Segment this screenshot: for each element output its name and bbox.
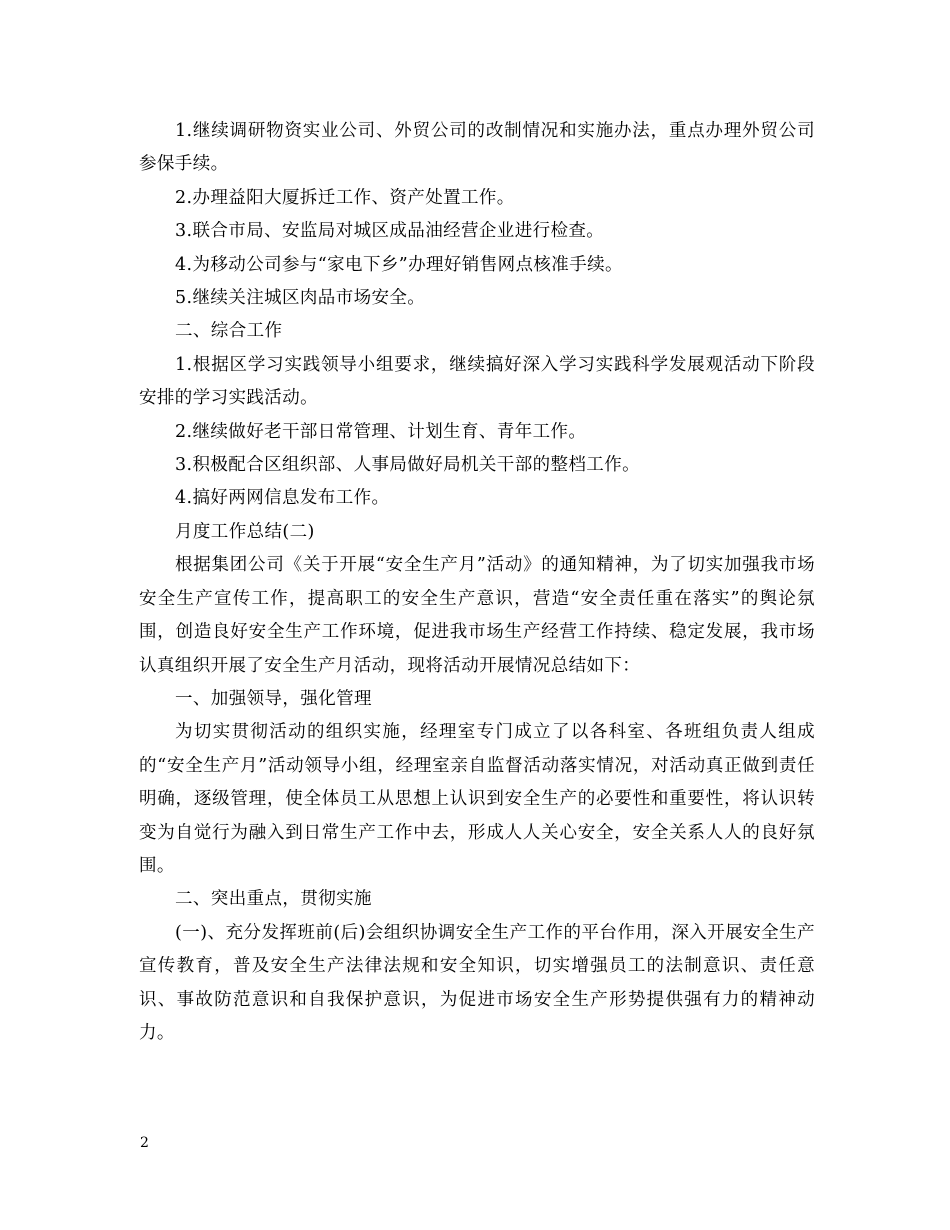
document-body [139,115,815,1050]
section-heading-leadership: 一、加强领导，强化管理 [175,688,372,709]
paragraph-item-1: 1.继续调研物资实业公司、外贸公司的改制情况和实施办法，重点办理外贸公司参保手续。 [139,121,815,175]
paragraph-item-3: 3.联合市局、安监局对城区成品油经营企业进行检查。 [175,221,605,242]
paragraph-item-1-study: 1.根据区学习实践领导小组要求，继续搞好深入学习实践科学发展观活动下阶段安排的学习实践活动。 [139,354,815,409]
section-heading-comprehensive-work: 二、综合工作 [175,321,283,342]
paragraph-item-2: 2.办理益阳大厦拆迁工作、资产处置工作。 [175,187,515,208]
intro-paragraph: 根据集团公司《关于开展“安全生产月”活动》的通知精神，为了切实加强我市场安全生产宣传工作，提高职工的安全生产意识，营造“安全责任重在落实”的舆论氛围，创造良好安全生产工作环境，促进我市场生产经营工作持续、稳定发展，我市场认真组织开展了安全生产月活动，现将活动开展情况总结如下： [139,555,815,676]
focus-paragraph: (一)、充分发挥班前(后)会组织协调安全生产工作的平台作用，深入开展安全生产宣传教育，普及安全生产法律法规和安全知识，切实增强员工的法制意识、责任意识、事故防范意识和自我保护意识，为促进市场安全生产形势提供强有力的精神动力。 [139,922,815,1043]
paragraph-item-5: 5.继续关注城区肉品市场安全。 [175,288,426,309]
page-number: 2 [140,1135,149,1151]
paragraph-item-4-info: 4.搞好两网信息发布工作。 [175,488,390,509]
summary-title: 月度工作总结(二) [175,521,315,542]
paragraph-item-2-cadres: 2.继续做好老干部日常管理、计划生育、青年工作。 [175,421,587,442]
paragraph-item-4: 4.为移动公司参与“家电下乡”办理好销售网点核准手续。 [175,254,623,275]
leadership-paragraph: 为切实贯彻活动的组织实施，经理室专门成立了以各科室、各班组负责人组成的“安全生产月”活动领导小组，经理室亲自监督活动落实情况，对活动真正做到责任明确，逐级管理，使全体员工从思想上认识到安全生产的必要性和重要性，将认识转变为自觉行为融入到日常生产工作中去，形成人人关心安全，安全关系人人的良好氛围。 [139,722,815,876]
section-heading-focus: 二、突出重点，贯彻实施 [175,889,372,910]
paragraph-item-3-archives: 3.积极配合区组织部、人事局做好局机关干部的整档工作。 [175,455,640,476]
